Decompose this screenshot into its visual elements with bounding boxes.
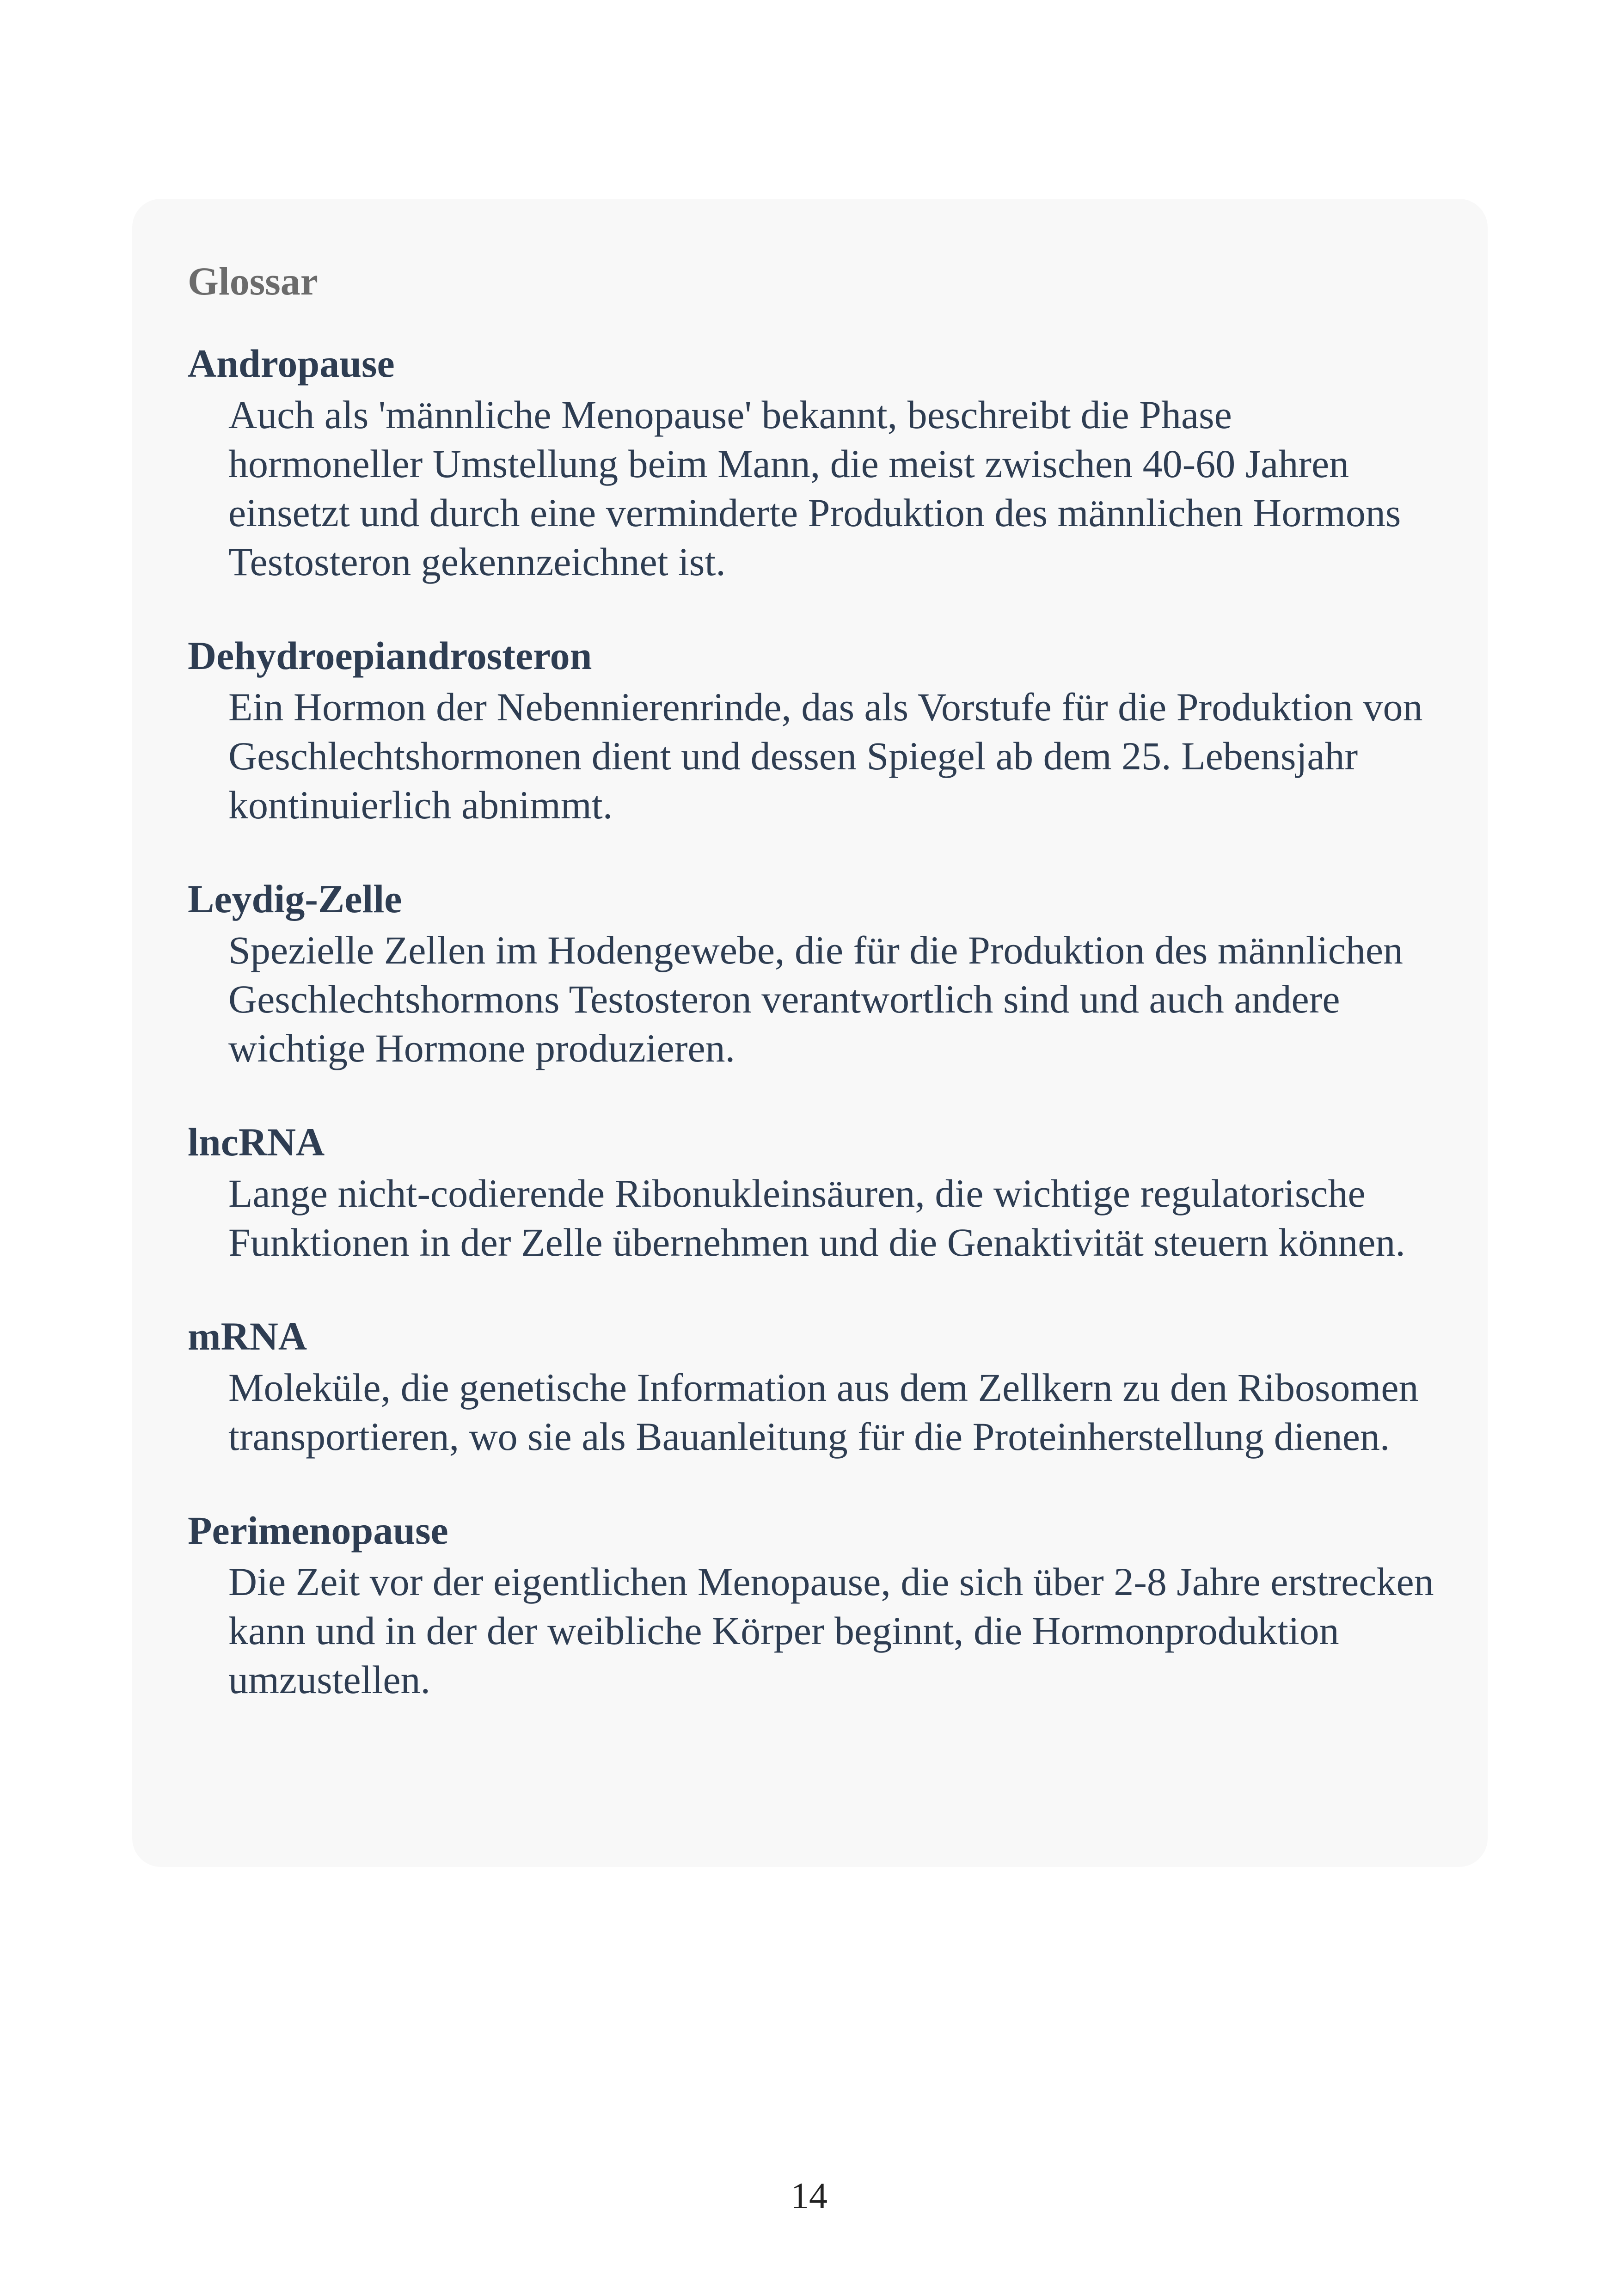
glossary-entry-leydig-zelle [188,872,1432,1073]
glossary-term: Leydig-Zelle [188,877,402,921]
glossary-entry-dehydroepiandrosteron [188,629,1432,829]
glossary-entry-andropause [188,337,1432,586]
glossary-term: Dehydroepiandrosteron [188,633,592,678]
glossary-definition: Auch als 'männliche Menopause' bekannt, beschreibt die Phase hormoneller Umstellung beim Mann, die meist zwischen 40-60 Jahren einsetzt und durch eine verminderte Produktion des männlichen Hormons Testosteron gekennzeichnet ist. [228,393,1401,584]
glossary-definition: Die Zeit vor der eigentlichen Menopause, die sich über 2-8 Jahre erstrecken kann und in der der weibliche Körper beginnt, die Hormonproduktion umzustellen. [228,1559,1434,1702]
glossary-definition: Spezielle Zellen im Hodengewebe, die für die Produktion des männlichen Geschlechtshormons Testosteron verantwortlich sind und auch andere wichtige Hormone produzieren. [228,928,1403,1070]
glossary-term: Perimenopause [188,1508,448,1553]
glossary-definition: Moleküle, die genetische Information aus dem Zellkern zu den Ribosomen transportieren, wo sie als Bauanleitung für die Proteinherstellung dienen. [228,1365,1419,1459]
glossary-box [132,199,1488,1867]
glossary-term: lncRNA [188,1120,325,1164]
glossary-heading: Glossar [188,259,318,303]
glossary-entry-mrna [188,1309,1432,1461]
glossary-definition: Lange nicht-codierende Ribonukleinsäuren, die wichtige regulatorische Funktionen in der Zelle übernehmen und die Genaktivität steuern können. [228,1171,1405,1265]
page-number: 14 [791,2176,827,2216]
glossary-term: Andropause [188,341,395,386]
glossary-definition: Ein Hormon der Nebennierenrinde, das als Vorstufe für die Produktion von Geschlechtshormonen dient und dessen Spiegel ab dem 25. Lebensjahr kontinuierlich abnimmt. [228,685,1423,827]
glossary-entry-lncrna [188,1115,1432,1267]
glossary-term: mRNA [188,1314,307,1358]
glossary-entry-perimenopause [188,1504,1432,1704]
